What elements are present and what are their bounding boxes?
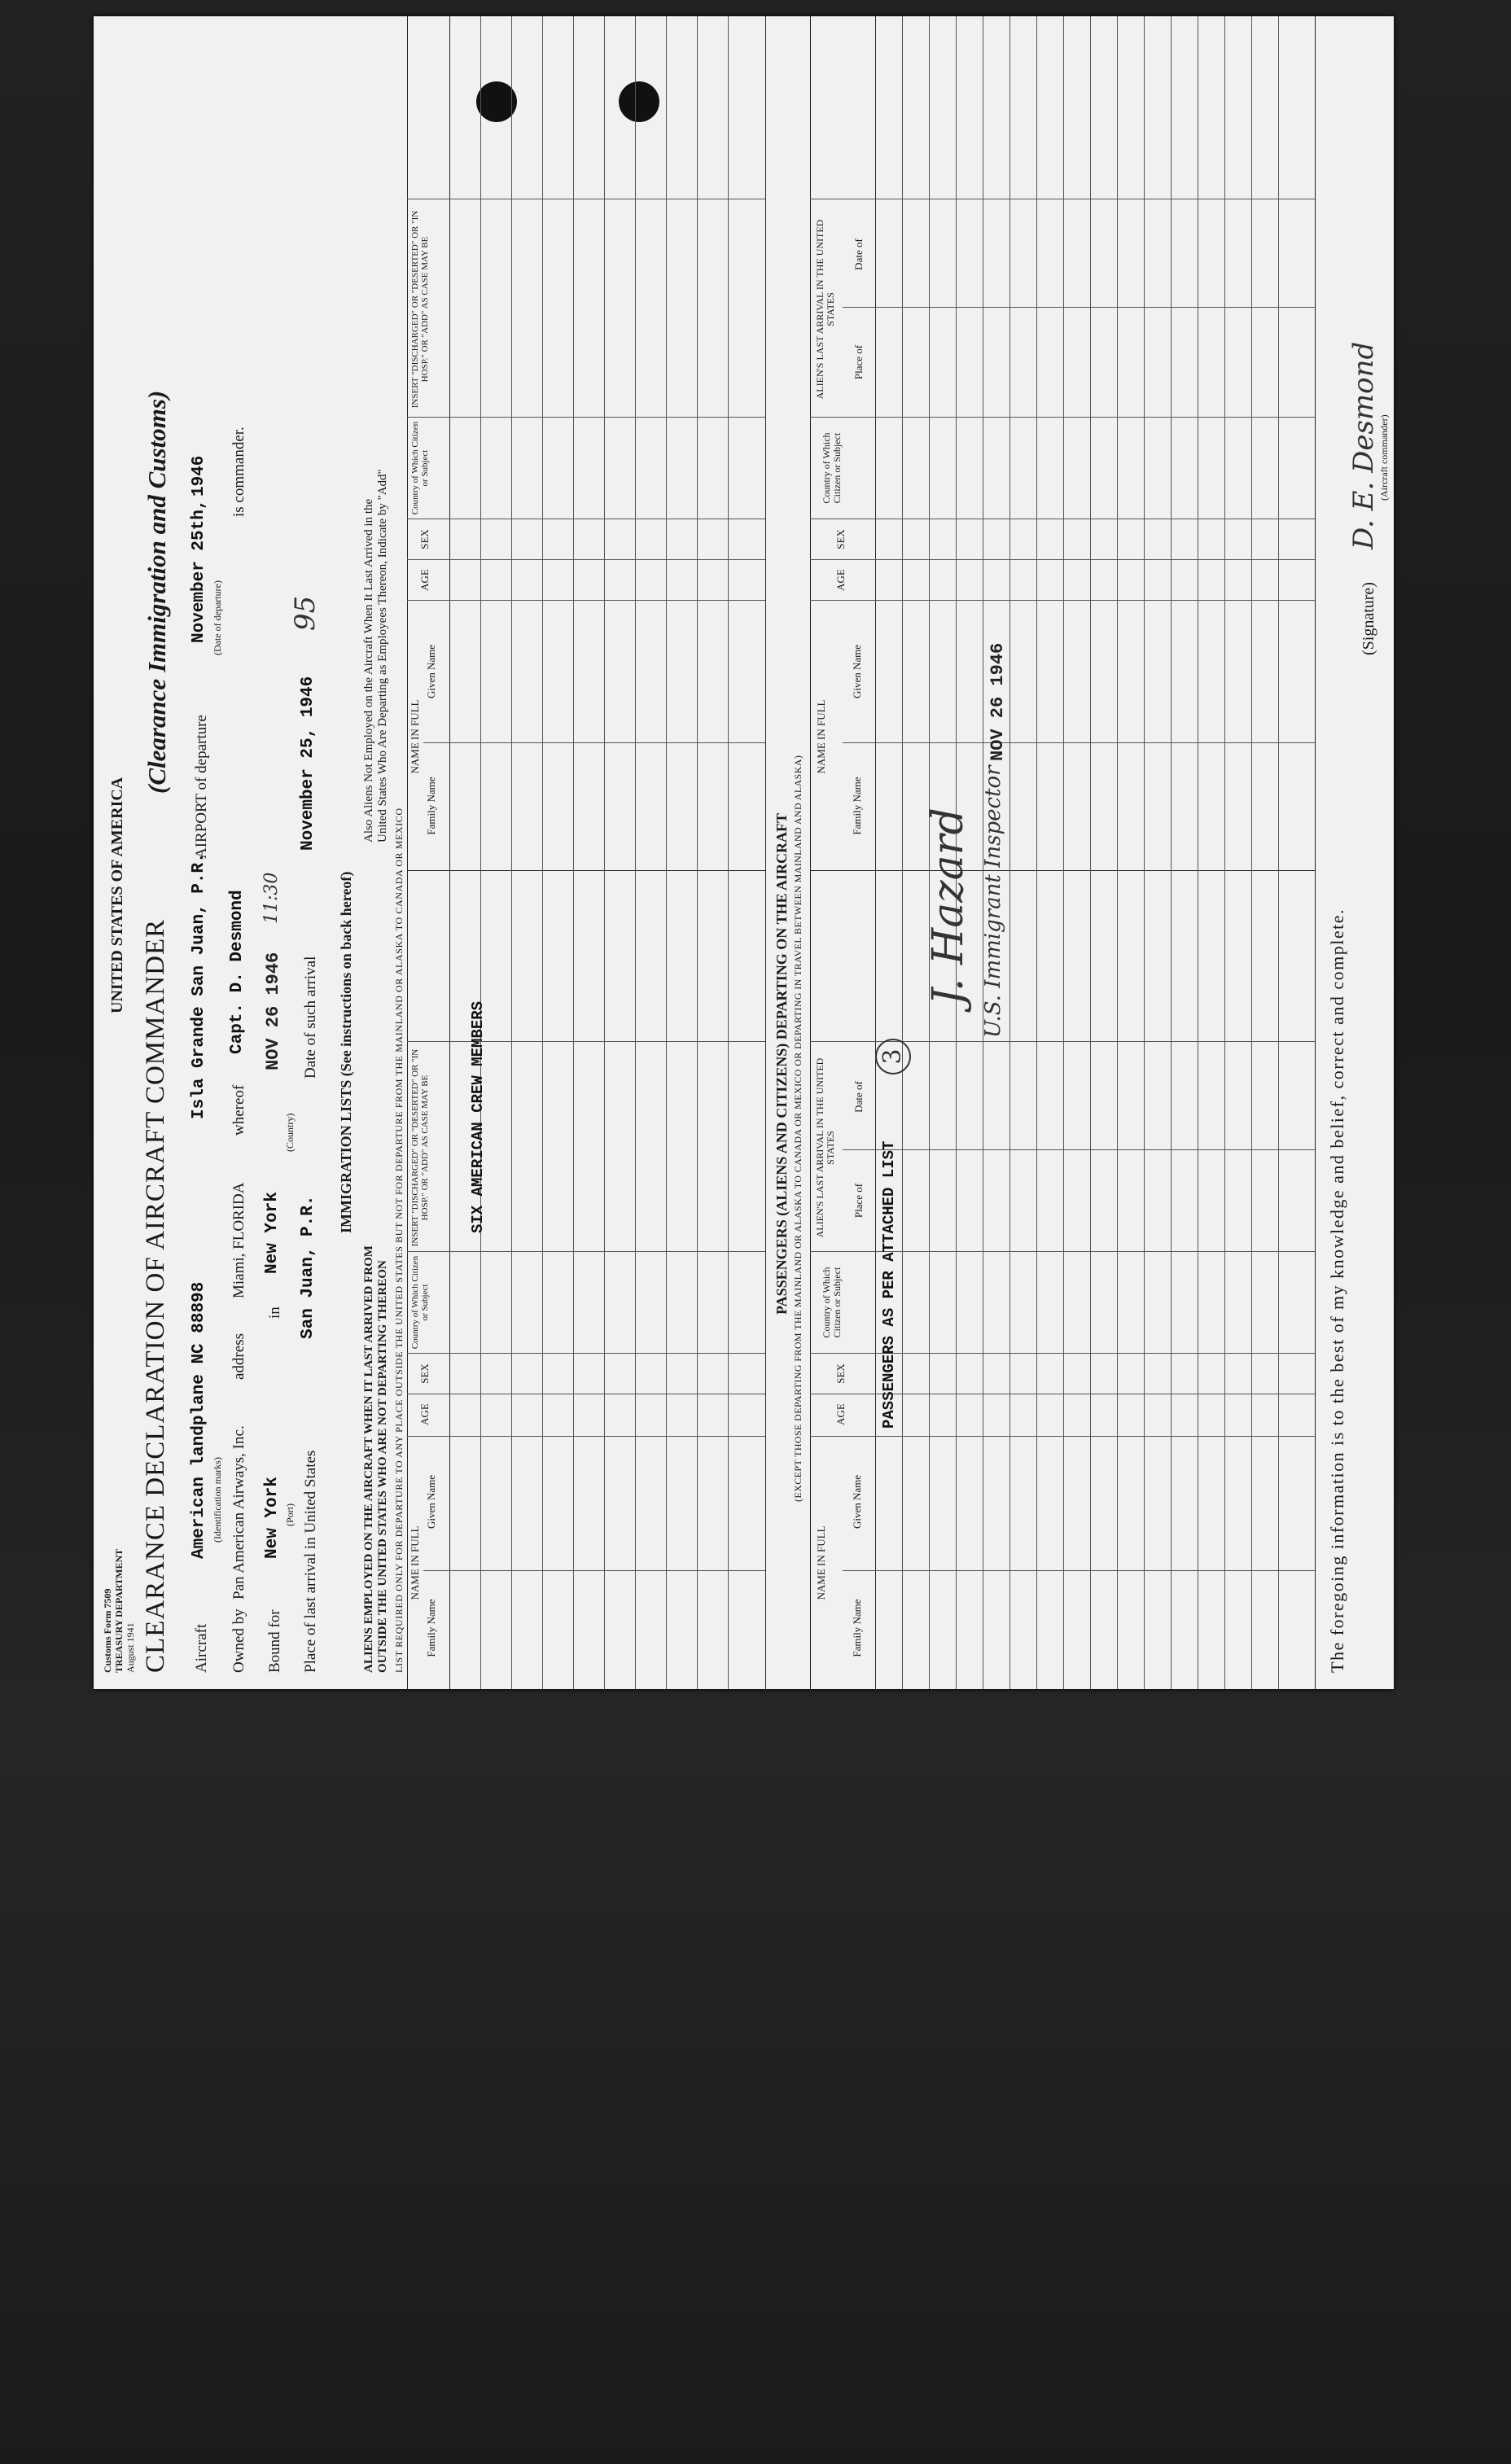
aircraft-label: Aircraft	[193, 1623, 210, 1673]
pax-right-last-arrival: ALIEN'S LAST ARRIVAL IN THE UNITED STATES	[814, 219, 836, 400]
upper-right-sex: SEX	[418, 529, 431, 549]
signature-caption: (Aircraft commander)	[1378, 414, 1390, 501]
country-caption: (Country)	[284, 1113, 296, 1152]
pax-right-country: Country of Which Citizen or Subject	[821, 432, 843, 504]
commander-value: Capt. D. Desmond	[228, 890, 247, 1054]
page-number: 95	[289, 595, 322, 631]
circled-number: 3	[875, 1039, 911, 1074]
inspector-signature: J. Hazard	[924, 807, 973, 1005]
upper-left-given-name: Given Name	[425, 1474, 437, 1530]
inspector-title: U.S. Immigrant Inspector	[981, 765, 1005, 1038]
upper-right-name-in-full: NAME IN FULL	[409, 699, 421, 774]
department-label: TREASURY DEPARTMENT	[113, 1548, 125, 1673]
page-subtitle: (Clearance Immigration and Customs)	[142, 390, 171, 794]
pax-left-country: Country of Which Citizen or Subject	[821, 1267, 843, 1338]
aliens-employed-table	[407, 16, 765, 1689]
upper-left-name-in-full: NAME IN FULL	[409, 1525, 421, 1600]
in-label: in	[266, 1306, 283, 1319]
pax-right-family-name: Family Name	[851, 777, 863, 835]
pax-right-sex: SEX	[834, 529, 847, 549]
pax-left-age: AGE	[834, 1403, 847, 1425]
id-marks-caption: (Identification marks)	[212, 1457, 223, 1543]
passengers-subheading: (EXCEPT THOSE DEPARTING FROM THE MAINLAND OR ALASKA TO CANADA OR MEXICO OR DEPARTING IN TRAVEL BETWEEN MAINLAND AND ALASKA)	[792, 755, 804, 1502]
pax-right-name-in-full: NAME IN FULL	[815, 699, 827, 774]
upper-right-status: INSERT "DISCHARGED" OR "DESERTED" OR "IN HOSP." OR "ADD" AS CASE MAY BE	[410, 210, 430, 409]
in-value: New York	[263, 1192, 282, 1274]
last-arrival-label: Place of last arrival in United States	[302, 1450, 319, 1673]
pax-left-sex: SEX	[834, 1363, 847, 1384]
passengers-table	[810, 16, 1315, 1689]
owned-by-label: Owned by	[230, 1608, 247, 1673]
pax-left-family-name: Family Name	[851, 1599, 863, 1657]
address-label: address	[230, 1333, 247, 1380]
airport-value: Isla Grande San Juan, P.R.	[190, 852, 208, 1119]
airport-label: AIRPORT of departure	[193, 715, 210, 859]
pax-right-place-of: Place of	[852, 344, 865, 380]
inspector-date-stamp: NOV 26 1946	[988, 642, 1008, 761]
passengers-entry: PASSENGERS AS PER ATTACHED LIST	[880, 1140, 898, 1429]
aircraft-value: American landplane NC 88898	[190, 1281, 208, 1559]
upper-left-family-name: Family Name	[425, 1599, 437, 1657]
whereof-label: whereof	[230, 1084, 247, 1136]
upper-left-country: Country of Which Citizen or Subject	[410, 1255, 430, 1350]
upper-right-family-name: Family Name	[425, 777, 437, 835]
rotated-form-page	[94, 16, 1394, 1689]
departure-date-caption: (Date of departure)	[212, 580, 223, 655]
owner-value: Pan American Airways, Inc.	[230, 1425, 247, 1600]
pax-right-age: AGE	[834, 569, 847, 591]
aliens-employed-heading-1: ALIENS EMPLOYED ON THE AIRCRAFT WHEN IT LAST ARRIVED FROM	[362, 1245, 375, 1673]
address-value: Miami, FLORIDA	[230, 1182, 247, 1298]
pax-left-date-of: Date of	[852, 1081, 865, 1113]
upper-left-status: INSERT "DISCHARGED" OR "DESERTED" OR "IN HOSP." OR "ADD" AS CASE MAY BE	[410, 1048, 430, 1247]
pax-left-last-arrival: ALIEN'S LAST ARRIVAL IN THE UNITED STATES	[814, 1057, 836, 1238]
pax-left-place-of: Place of	[852, 1183, 865, 1219]
date-arrival-value: November 25, 1946	[299, 676, 318, 851]
crew-entry: SIX AMERICAN CREW MEMBERS	[469, 1000, 487, 1233]
pax-right-given-name: Given Name	[851, 644, 863, 699]
certification-statement: The foregoing information is to the best of my knowledge and belief, correct and complete.	[1327, 908, 1347, 1673]
aliens-employed-heading-2: OUTSIDE THE UNITED STATES WHO ARE NOT DEPARTING THEREON	[376, 1260, 389, 1673]
list-required-note: LIST REQUIRED ONLY FOR DEPARTURE TO ANY PLACE OUTSIDE THE UNITED STATES BUT NOT FOR DEPARTURE FROM THE MAINLAND OR ALASKA TO CANADA OR MEXICO	[393, 807, 405, 1673]
country-heading: UNITED STATES OF AMERICA	[108, 777, 126, 1013]
clearance-declaration-sheet	[94, 16, 1394, 1689]
received-date-stamp: NOV 26 1946	[263, 952, 283, 1070]
last-arrival-value: San Juan, P.R.	[299, 1195, 318, 1339]
form-number: Customs Form 7509	[102, 1588, 113, 1673]
upper-right-given-name: Given Name	[425, 644, 437, 699]
aliens-added-heading-1: Also Aliens Not Employed on the Aircraft When It Last Arrived in the	[362, 498, 375, 842]
departure-date-value: November 25th,	[190, 499, 208, 643]
departure-year-value: 1946	[190, 455, 208, 497]
bound-for-label: Bound for	[266, 1609, 283, 1673]
upper-right-age: AGE	[418, 569, 431, 591]
upper-right-country: Country of Which Citizen or Subject	[410, 421, 430, 515]
port-caption: (Port)	[284, 1503, 296, 1526]
handwritten-initials: 11:30	[261, 872, 282, 924]
signature-label: (Signature)	[1360, 582, 1377, 655]
page-title: CLEARANCE DECLARATION OF AIRCRAFT COMMANDER	[141, 918, 170, 1673]
form-edition: August 1941	[125, 1622, 136, 1673]
passengers-heading: PASSENGERS (ALIENS AND CITIZENS) DEPARTING ON THE AIRCRAFT	[773, 813, 790, 1315]
pax-left-given-name: Given Name	[851, 1474, 863, 1530]
date-arrival-label: Date of such arrival	[302, 956, 319, 1079]
pax-left-name-in-full: NAME IN FULL	[815, 1525, 827, 1600]
commander-signature: D. E. Desmond	[1347, 341, 1380, 549]
bound-for-value: New York	[263, 1477, 282, 1559]
upper-left-sex: SEX	[418, 1363, 431, 1384]
pax-right-date-of: Date of	[852, 239, 865, 270]
upper-left-age: AGE	[418, 1403, 431, 1425]
aliens-added-heading-2: United States Who Are Departing as Employees Thereon, Indicate by "Add"	[376, 469, 389, 842]
immigration-heading: IMMIGRATION LISTS (See instructions on back hereof)	[338, 871, 354, 1233]
is-commander-label: is commander.	[230, 427, 247, 517]
